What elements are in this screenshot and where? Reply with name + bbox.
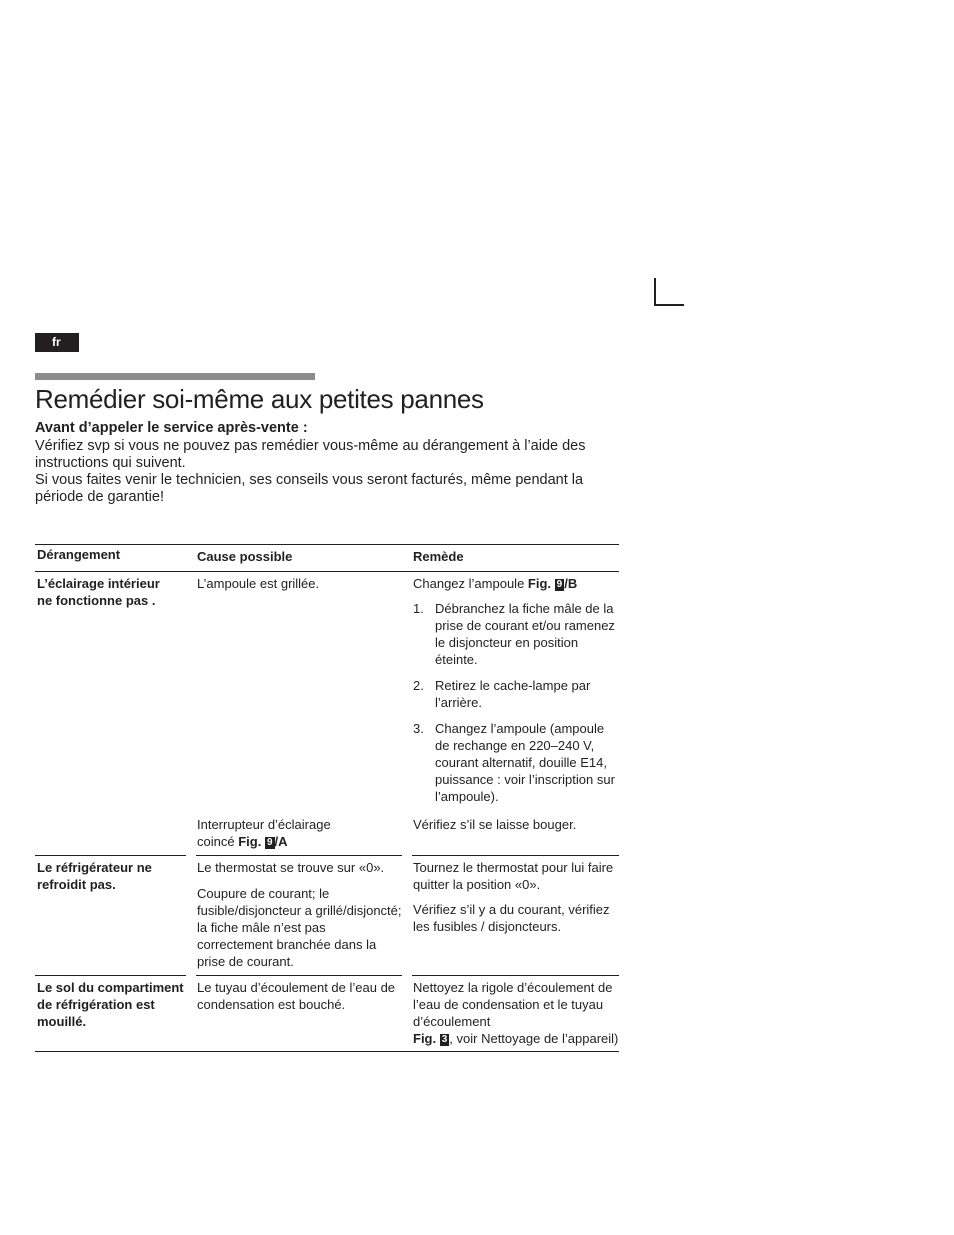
row3-remedy-fig-suffix: , voir Nettoyage de l’appareil)	[449, 1031, 619, 1046]
row2-rule-col3	[412, 975, 619, 976]
figure-9-icon: 9	[266, 837, 273, 848]
row3-remedy-text: Nettoyez la rigole d’écoulement de l’eau de condensation et le tuyau d’écoulement	[413, 980, 613, 1029]
row2-cause2: Coupure de courant; le fusible/disjoncteur a grillé/disjoncté; la fiche mâle n’est pas correctement branchée dans la prise de courant.	[197, 886, 402, 969]
crop-mark-vertical	[654, 278, 656, 306]
row1-remedy1	[413, 575, 618, 592]
crop-mark-horizontal	[654, 304, 684, 306]
header-problem: Dérangement	[37, 547, 121, 562]
row1-cause1: L’ampoule est grillée.	[197, 576, 320, 591]
row1-remedy2: Vérifiez s’il se laisse bouger.	[413, 817, 577, 832]
row1-problem: L’éclairage intérieur ne fonctionne pas .	[37, 576, 160, 608]
row1-remedy1-fig-label: Fig.	[527, 576, 552, 591]
row1-remedy1-text: Changez l’ampoule	[413, 576, 525, 591]
row3-remedy-fig-label: Fig.	[413, 1031, 437, 1046]
row2-problem: Le réfrigérateur ne refroidit pas.	[37, 860, 152, 892]
page-title: Remédier soi-même aux petites pannes	[35, 384, 484, 414]
row1-rule-col2	[196, 855, 402, 856]
row3-problem: Le sol du compartiment de réfrigération est mouillé.	[37, 980, 184, 1029]
figure-9-icon: 9	[556, 579, 563, 590]
row2-cause1: Le thermostat se trouve sur «0».	[197, 860, 385, 875]
row1-rule-col3	[412, 855, 619, 856]
figure-3-icon: 3	[441, 1034, 448, 1045]
row1-steps	[413, 600, 619, 814]
table-top-rule	[35, 544, 619, 545]
header-remedy: Remède	[413, 549, 464, 564]
list-item: 3. Changez l’ampoule (ampoule de rechange en 220–240 V, courant alternatif, douille E14, puissance : voir l’inscription sur l’ampoule).	[413, 721, 615, 804]
row2-remedy2: Vérifiez s’il y a du courant, vérifiez les fusibles / disjoncteurs.	[413, 902, 610, 934]
row1-rule-col1	[35, 855, 186, 856]
list-item: 1. Débranchez la fiche mâle de la prise de courant et/ou ramenez le disjoncteur en position éteinte.	[413, 601, 615, 667]
intro-section	[35, 420, 620, 506]
table-bottom-rule	[35, 1051, 619, 1052]
row1-cause2-line1: Interrupteur d’éclairage	[197, 817, 331, 832]
language-badge: fr	[35, 333, 79, 352]
row2-rule-col2	[196, 975, 402, 976]
row1-remedy1-fig-suffix: /B	[564, 576, 578, 591]
list-item: 2. Retirez le cache-lampe par l’arrière.	[413, 678, 591, 710]
row1-cause2-line2: coincé Fig. 9 /A	[197, 834, 288, 849]
intro-paragraph-2: Si vous faites venir le technicien, ses conseils vous seront facturés, même pendant la période de garantie!	[35, 472, 584, 505]
row2-rule-col1	[35, 975, 186, 976]
header-cause: Cause possible	[197, 549, 293, 564]
row1-cause2	[197, 816, 402, 850]
row3-remedy	[413, 979, 619, 1047]
row2-remedy1: Tournez le thermostat pour lui faire quitter la position «0».	[413, 860, 614, 892]
table-header-rule	[35, 571, 619, 572]
title-bar	[35, 373, 315, 380]
intro-paragraph-1: Vérifiez svp si vous ne pouvez pas remédier vous-même au dérangement à l’aide des instructions qui suivent.	[35, 438, 586, 471]
row3-cause: Le tuyau d’écoulement de l’eau de condensation est bouché.	[197, 980, 396, 1012]
intro-lead: Avant d’appeler le service après-vente :	[35, 420, 308, 436]
